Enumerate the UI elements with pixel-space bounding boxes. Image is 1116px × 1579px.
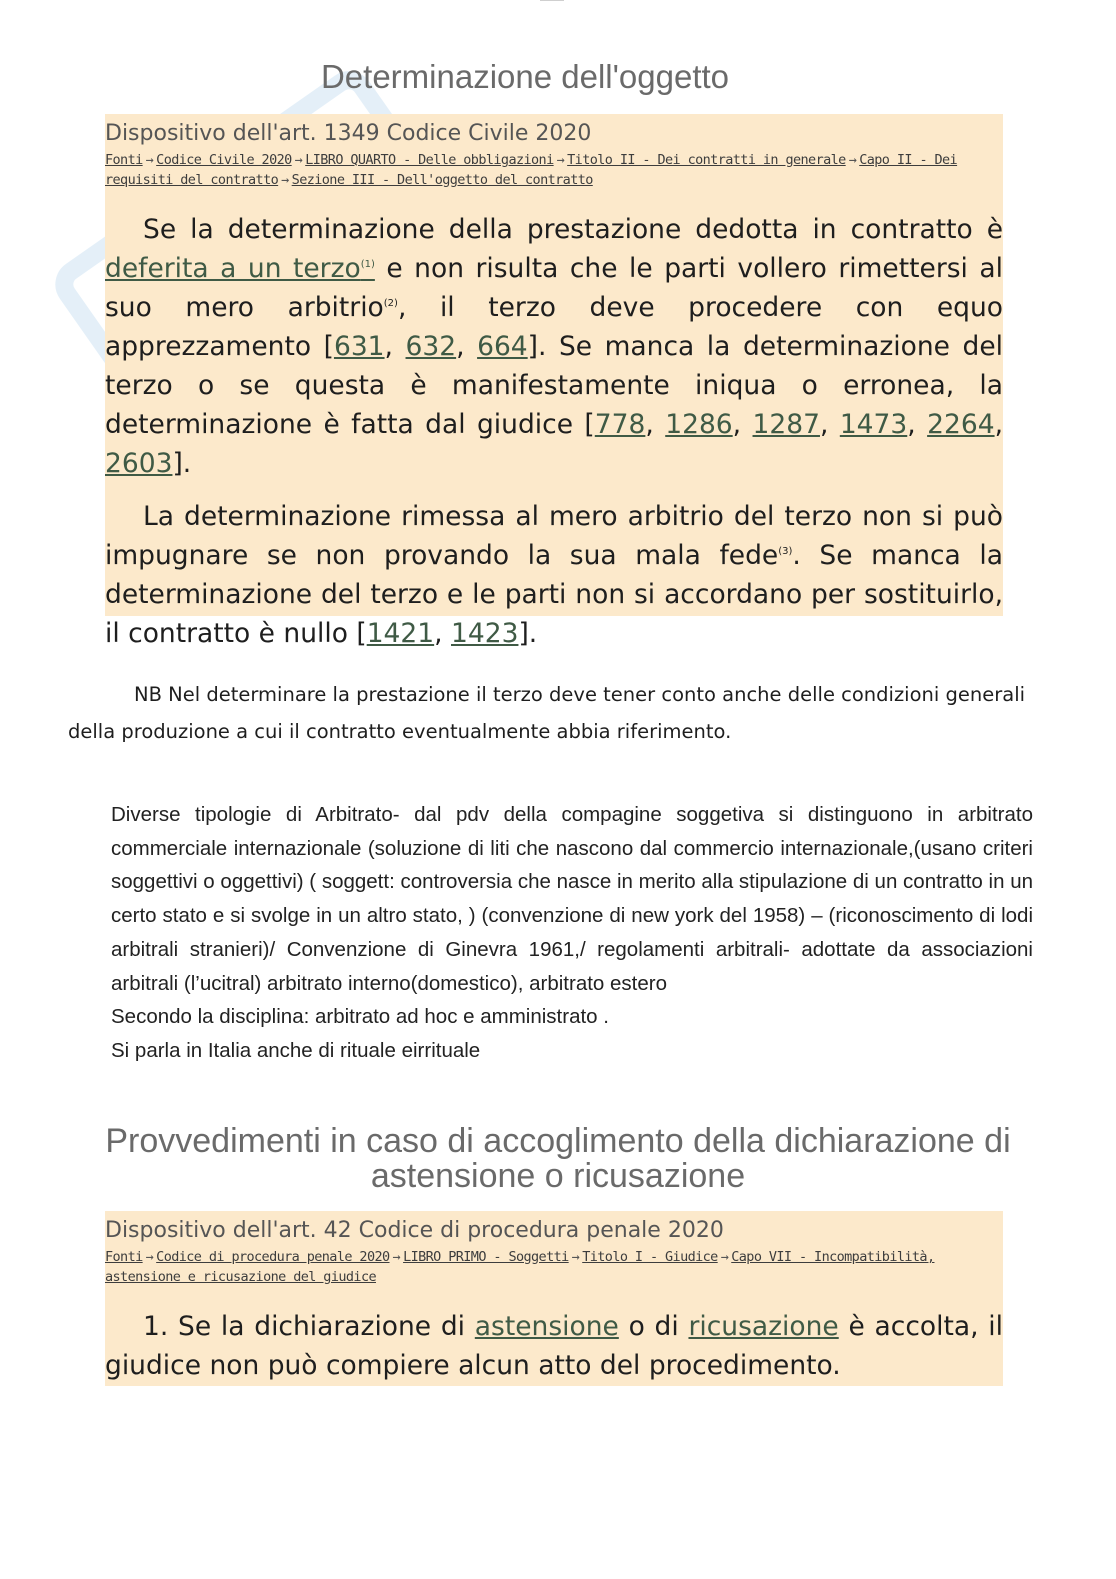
paragraph-text: e non risulta che le parti vollero rimettersi al suo mero arbitrio (105, 253, 1003, 323)
breadcrumb-separator: → (281, 172, 289, 188)
nb-note: NB Nel determinare la prestazione il terzo deve tener conto anche delle condizioni generali della produzione a cui il contratto eventualmente abbia riferimento. (68, 683, 1026, 743)
breadcrumb-link-titolo-i[interactable]: Titolo I - Giudice (582, 1249, 718, 1265)
paragraph-text: ]. (172, 448, 192, 479)
ref-link-1423[interactable]: 1423 (451, 618, 519, 649)
breadcrumb-link-fonti[interactable]: Fonti (105, 152, 143, 168)
article-42-box (105, 1211, 1003, 1386)
arbitrato-rituale-line: Si parla in Italia anche di rituale eirrituale (111, 1038, 481, 1062)
link-text: deferita a un terzo (105, 253, 361, 284)
ref-link-2264[interactable]: 2264 (927, 409, 995, 440)
paragraph-text: . Se manca la determinazione del terzo e le parti non si accordano per sostituirlo, il contratto è nullo [ (105, 540, 1003, 649)
breadcrumb-separator: → (571, 1249, 580, 1265)
ref-link-632[interactable]: 632 (405, 331, 457, 362)
footnote-ref-2[interactable]: (2) (383, 298, 398, 310)
arbitrato-notes (111, 798, 1033, 1068)
paragraph-text: o di (618, 1311, 689, 1342)
breadcrumb (105, 1247, 1003, 1287)
breadcrumb-link-codice-procedura-penale[interactable]: Codice di procedura penale 2020 (156, 1249, 390, 1265)
arbitrato-disciplina-line: Secondo la disciplina: arbitrato ad hoc e amministrato . (111, 1005, 609, 1029)
breadcrumb-link-fonti[interactable]: Fonti (105, 1249, 143, 1265)
paragraph-text: ]. (518, 618, 538, 649)
arbitrato-paragraph: Diverse tipologie di Arbitrato- dal pdv della compagine soggetiva si distinguono in arbitrato commerciale internazionale (soluzione di liti che nascono dal commercio internazionale,(usano criteri soggettivi o oggettivi) ( soggett: controversia che nasce in merito alla stipulazione di un contratto in un certo stato e si svolge in un altro stato, ) (convenzione di new york del 1958) – (riconoscimento di lodi arbitrali stranieri)/ Convenzione di Ginevra 1961,/ regolamenti arbitrali- adottate da associazioni arbitrali (l’ucitral) arbitrato interno(domestico), arbitrato estero (111, 803, 1033, 995)
ref-link-664[interactable]: 664 (477, 331, 528, 362)
breadcrumb-link-capo-vii[interactable]: Capo VII - Incompatibilità, astensione e ricusazione del giudice (105, 1249, 935, 1285)
breadcrumb-separator: → (294, 152, 303, 168)
breadcrumb-separator: → (392, 1249, 401, 1265)
paragraph-text: La determinazione rimessa al mero arbitrio del terzo non si può impugnare se non provando la sua mala fede (105, 501, 1003, 571)
paragraph-text: è accolta, il giudice non può compiere alcun atto del procedimento. (105, 1311, 1004, 1381)
section-title (80, 1124, 1036, 1194)
page-title: Determinazione dell'oggetto (320, 58, 730, 95)
ref-link-1421[interactable]: 1421 (366, 618, 435, 649)
ref-link-2603[interactable]: 2603 (105, 448, 173, 479)
breadcrumb-separator: → (848, 152, 857, 168)
footnote-ref-3[interactable]: (3) (778, 546, 793, 558)
breadcrumb-link-libro-primo[interactable]: LIBRO PRIMO - Soggetti (403, 1249, 569, 1265)
footnote-ref-1: (1) (360, 259, 375, 271)
ref-link-1286[interactable]: 1286 (665, 409, 733, 440)
breadcrumb-separator: → (556, 152, 565, 168)
ref-link-1287[interactable]: 1287 (752, 409, 820, 440)
breadcrumb-link-libro-quarto[interactable]: LIBRO QUARTO - Delle obbligazioni (305, 152, 554, 168)
page-top-mark (540, 0, 564, 4)
paragraph-text: Se la determinazione della prestazione dedotta in contratto è (143, 214, 1003, 245)
article-header: Dispositivo dell'art. 1349 Codice Civile 2020 (105, 121, 592, 146)
paragraph-text: , il terzo deve procedere con equo apprezzamento [ (105, 292, 1003, 362)
breadcrumb-link-sezione-iii[interactable]: Sezione III - Dell'oggetto del contratto (291, 172, 593, 188)
breadcrumb-link-codice-civile[interactable]: Codice Civile 2020 (156, 152, 292, 168)
breadcrumb-separator: → (145, 152, 154, 168)
article-paragraph-2: La determinazione rimessa al mero arbitrio del terzo non si può impugnare se non provando la sua mala fede$^{(3)}$. Se manca la determinazione del terzo e le parti non si accordano per sostituirlo, il contratto è nullo [1421, 1423]. (105, 501, 1003, 649)
link-astensione[interactable]: astensione (474, 1311, 619, 1342)
link-ricusazione[interactable]: ricusazione (688, 1311, 839, 1342)
ref-link-778[interactable]: 778 (594, 409, 646, 440)
section-title-line-1: Provvedimenti in caso di accoglimento della dichiarazione di (105, 1122, 1011, 1160)
ref-link-631[interactable]: 631 (333, 331, 385, 362)
breadcrumb-separator: → (720, 1249, 729, 1265)
link-deferita-a-un-terzo[interactable] (105, 253, 375, 284)
breadcrumb-link-capo-ii[interactable]: Capo II - Dei requisiti del contratto (105, 152, 958, 188)
breadcrumb-link-titolo-ii[interactable]: Titolo II - Dei contratti in generale (567, 152, 846, 168)
article-header: Dispositivo dell'art. 42 Codice di procedura penale 2020 (105, 1218, 724, 1243)
breadcrumb (105, 150, 1003, 190)
article-paragraph-1: Se la determinazione della prestazione dedotta in contratto è deferita a un terzo$^{(1)}$ e non risulta che le parti vollero rimettersi al suo mero arbitrio$^{(2)}$, il terzo deve procedere con equo apprezzamento [631, 632, 664]. Se manca la determinazione del terzo o se questa è manifestamente iniqua o erronea, la determinazione è fatta dal giudice [778, 1286, 1287, 1473, 2264, 2603]. (105, 214, 1004, 479)
article-paragraph-1 (105, 1307, 1003, 1385)
breadcrumb-separator: → (145, 1249, 154, 1265)
paragraph-text: ]. Se manca la determinazione del terzo o se questa è manifestamente iniqua o erronea, la determinazione è fatta dal giudice [ (105, 331, 1004, 440)
paragraph-text: 1. Se la dichiarazione di (143, 1311, 475, 1342)
article-1349-box (105, 114, 1004, 649)
ref-link-1473[interactable]: 1473 (839, 409, 908, 440)
section-title-line-2: astensione o ricusazione (370, 1157, 746, 1195)
